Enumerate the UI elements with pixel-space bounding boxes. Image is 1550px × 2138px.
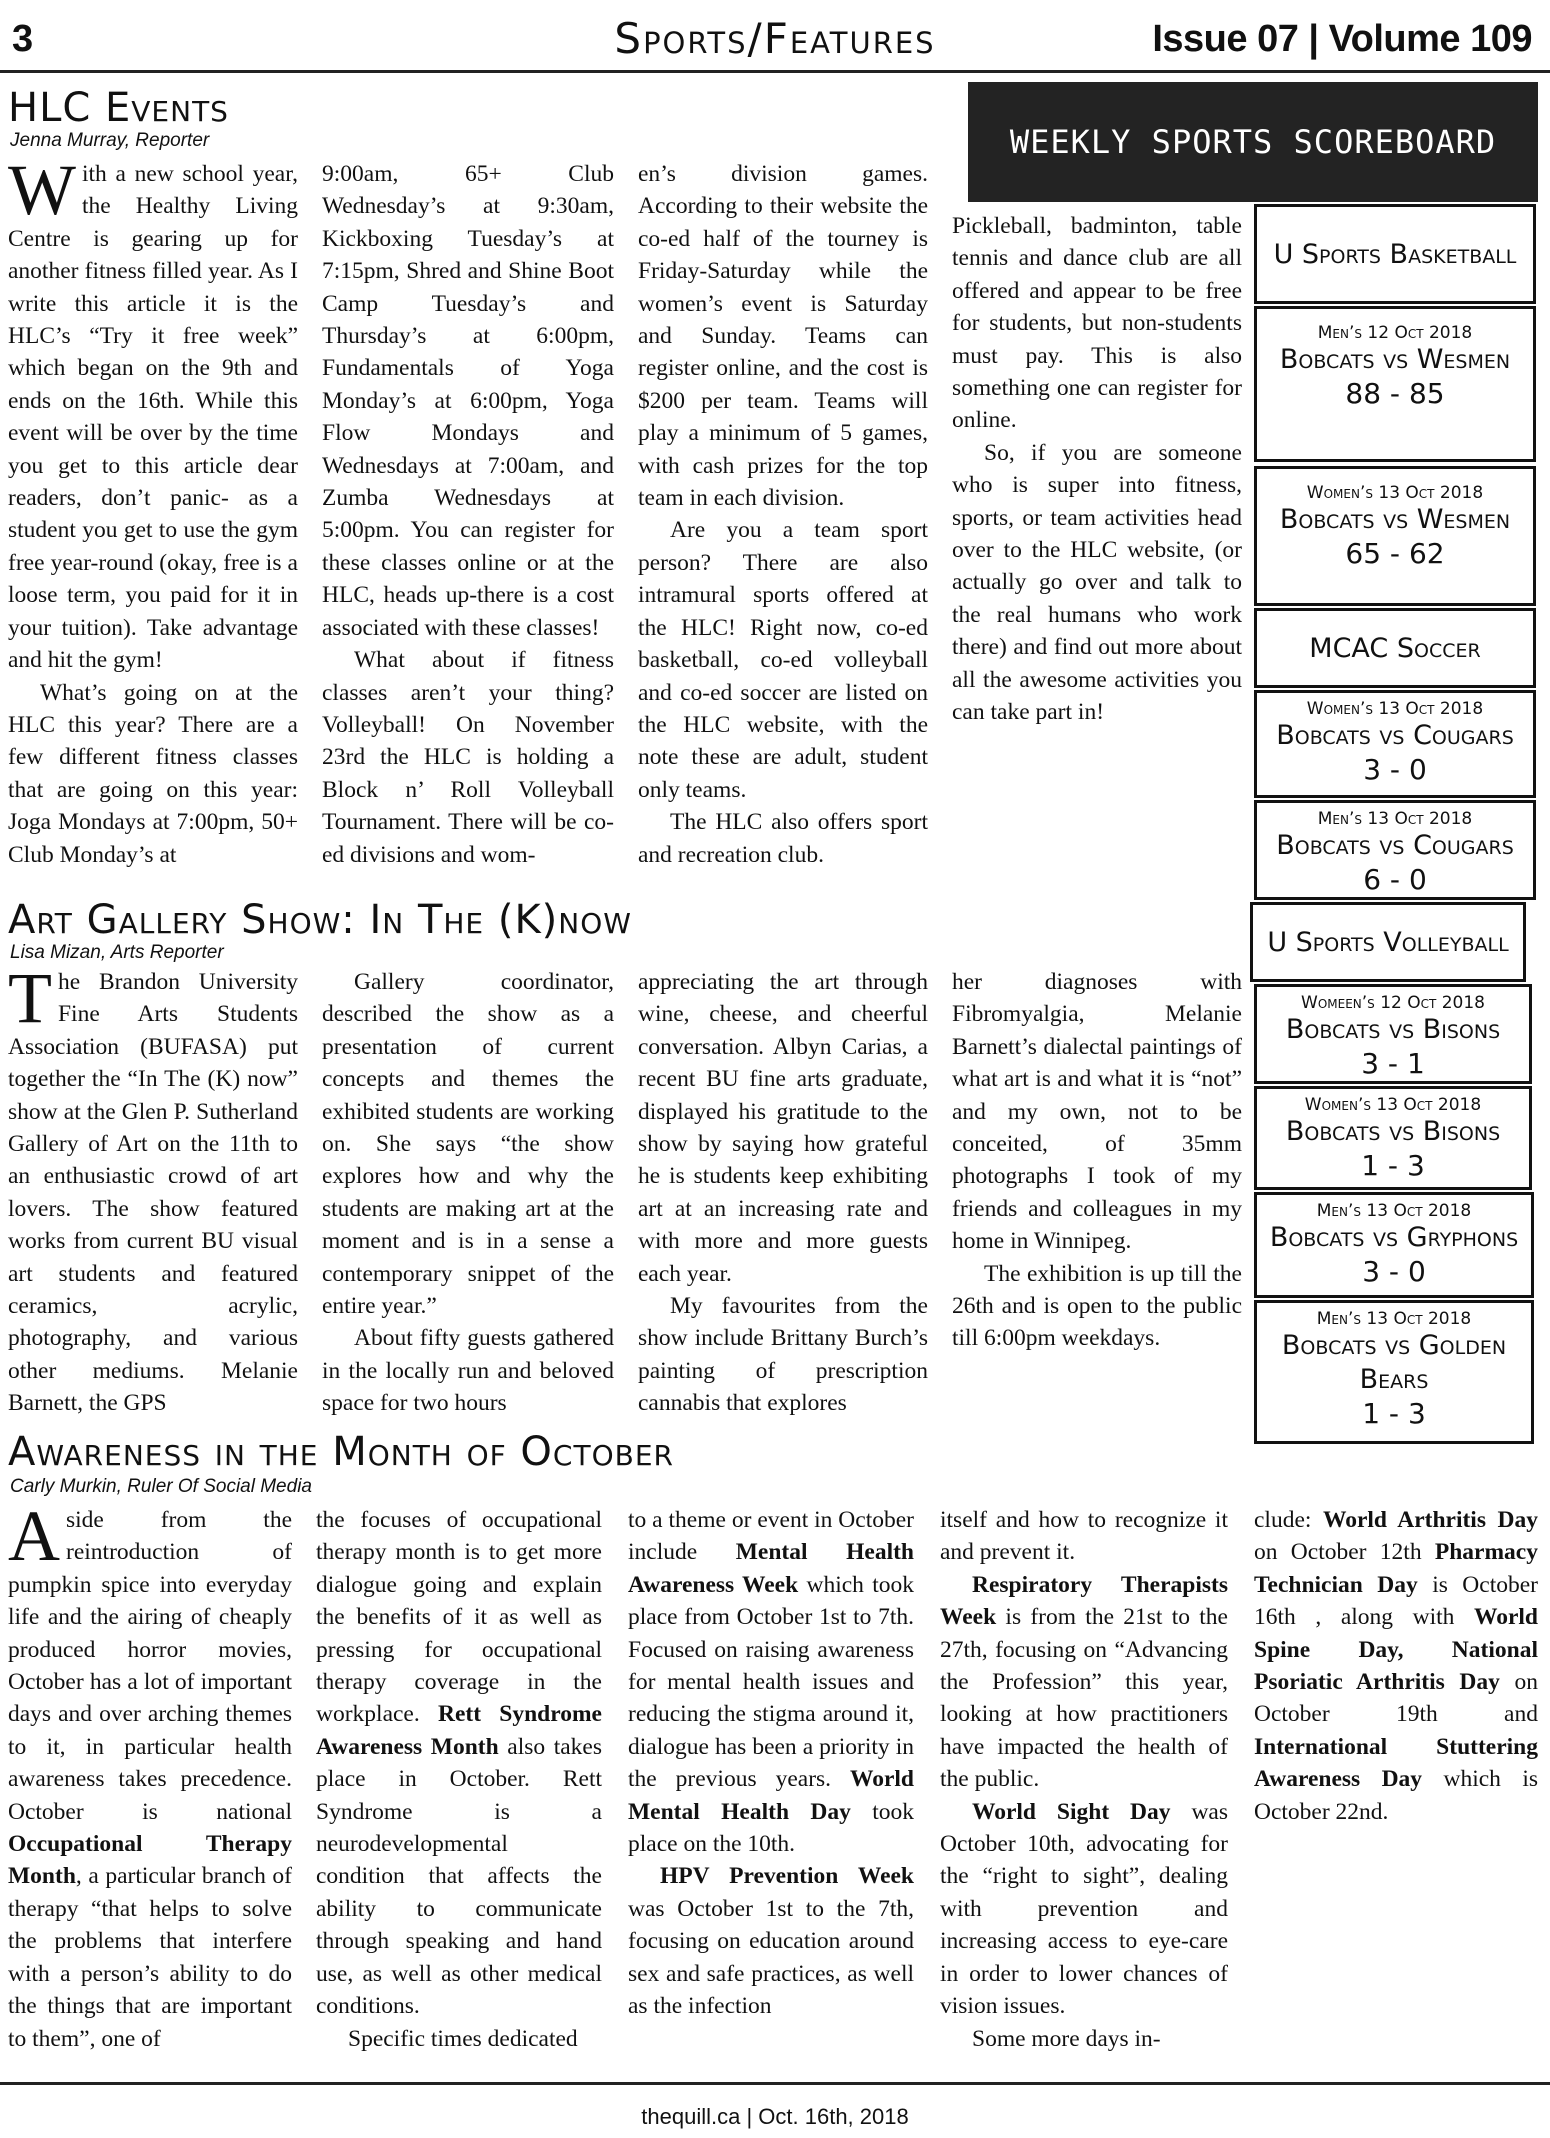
- byline-hlc: Jenna Murray, Reporter: [10, 130, 210, 151]
- game-card: [1254, 1192, 1534, 1298]
- game-date: Men’s 13 Oct 2018: [1316, 1201, 1472, 1221]
- column-text: [1254, 1504, 1538, 1828]
- game-score: 6 - 0: [1363, 863, 1427, 896]
- game-teams: Bobcats vs Gryphons: [1269, 1222, 1519, 1253]
- art-column-2: [322, 966, 614, 1416]
- paragraph: So, if you are someone who is super into fitness, sports, or team activities head over to the HLC website, (or actually go over and talk to the real humans who work there) and find out more about all the awesome activities you can take part in!: [952, 439, 1242, 726]
- column-text: [316, 1504, 602, 2055]
- page-number: 3: [12, 18, 34, 60]
- paragraph: Are you a team sport person? There are also intramural sports offered at the HLC! Right now, co-ed basketball, co-ed volleyball and co-ed soccer are listed on the HLC website, with the note these are adult, student only teams.: [638, 517, 928, 803]
- game-teams: Bobcats vs Wesmen: [1279, 344, 1511, 375]
- awareness-column-2: [316, 1504, 602, 2084]
- column-text: [628, 1504, 914, 2023]
- column-text: [940, 1504, 1228, 2055]
- awareness-column-3: [628, 1504, 914, 2084]
- paragraph: clude: World Arthritis Day on October 12th Pharmacy Technician Day is October 16th , along with World Spine Day, National Psoriatic Arthritis Day on October 19th and International Stuttering Awareness Day which is October 22nd.: [1254, 1507, 1538, 1825]
- dropcap: W: [8, 158, 76, 230]
- paragraph: Pickleball, badminton, table tennis and dance club are all offered and appear to be free for students, but non-students must pay. This is also something one can register for online.: [952, 213, 1242, 434]
- paragraph: World Sight Day was October 10th, advocating for the “right to sight”, dealing with prevention and increasing access to eye-care in order to lower chances of vision issues.: [940, 1798, 1228, 2020]
- paragraph: What’s going on at the HLC this year? There are a few different fitness classes that are going on this year: Joga Mondays at 7:00pm, 50+ Club Monday’s at: [8, 679, 298, 868]
- category-basketball: U Sports Basketball: [1254, 204, 1536, 304]
- paragraph: Respiratory Therapists Week is from the 21st to the 27th, focusing on “Advancing the Profession” this year, looking at how practitioners have impacted the health of the public.: [940, 1571, 1228, 1793]
- game-teams: Bobcats vs Bisons: [1285, 1116, 1501, 1147]
- paragraph: he Brandon University Fine Arts Students Association (BUFASA) put together the “In The (K) now” show at the Glen P. Sutherland Gallery of Art on the 11th to an enthusiastic crowd of art lovers. The show featured works from current BU visual art students and featured ceramics, acrylic, photography, and various other mediums. Melanie Barnett, the GPS: [8, 969, 298, 1416]
- paragraph: to a theme or event in October include Mental Health Awareness Week which took place from October 1st to 7th. Focused on raising awareness for mental health issues and reducing the stigma around it, dialogue has been a priority in the previous years. World Mental Health Day took place on the 10th.: [628, 1507, 914, 1858]
- game-teams: Bobcats vs Cougars: [1276, 720, 1514, 751]
- paragraph: itself and how to recognize it and prevent it.: [940, 1507, 1228, 1566]
- paragraph: My favourites from the show include Brittany Burch’s painting of prescription cannabis that explores: [638, 1293, 928, 1416]
- game-date: Women’s 13 Oct 2018: [1304, 1095, 1482, 1115]
- game-card: [1254, 690, 1536, 798]
- game-score: 1 - 3: [1362, 1397, 1426, 1430]
- paragraph: en’s division games. According to their website the co-ed half of the tourney is Friday-Saturday while the women’s event is Saturday and Sunday. Teams can register online, and the cost is $200 per team. Teams will play a minimum of 5 games, with cash prizes for the top team in each division.: [638, 161, 928, 512]
- footer-rule: [0, 2082, 1550, 2085]
- paragraph: side from the reintroduction of pumpkin spice into everyday life and the airing of cheaply produced horror movies, October has a lot of important days and over arching themes to it, in particular health awareness takes precedence. October is national Occupational Therapy Month, a particular branch of therapy “that helps to solve the problems that interfere with a person’s ability to do the things that are important to them”, one of: [8, 1507, 292, 2052]
- paragraph: Gallery coordinator, described the show as a presentation of current concepts and themes the exhibited students are working on. She says “the show explores how and why the students are making art at the moment and is in a sense a contemporary snippet of the entire year.”: [322, 969, 614, 1320]
- section-title: Sports/Features: [614, 14, 936, 63]
- paragraph: Specific times dedicated: [348, 2025, 578, 2052]
- game-card: [1254, 1086, 1532, 1190]
- article-title-hlc: HLC Events: [8, 85, 229, 131]
- game-card: [1254, 466, 1536, 606]
- game-date: Men’s 12 Oct 2018: [1317, 323, 1473, 343]
- game-date: Men’s 13 Oct 2018: [1316, 1309, 1472, 1329]
- article-title-awareness: Awareness in the Month of October: [8, 1429, 674, 1475]
- game-date: Women’s 13 Oct 2018: [1306, 699, 1484, 719]
- art-column-1: [8, 966, 298, 1416]
- paragraph: appreciating the art through wine, cheese, and cheerful conversation. Albyn Carias, a recent BU fine arts graduate, displayed his gratitude to the show by saying how grateful he is students keep exhibiting art at an increasing rate and with more and more guests each year.: [638, 969, 928, 1287]
- article-title-art: Art Gallery Show: In The (K)now: [8, 897, 632, 943]
- game-date: Women’s 13 Oct 2018: [1306, 483, 1484, 503]
- footer-text: thequill.ca | Oct. 16th, 2018: [641, 2104, 909, 2129]
- hlc-column-4: [952, 210, 1242, 770]
- category-soccer: MCAC Soccer: [1254, 608, 1536, 688]
- paragraph: her diagnoses with Fibromyalgia, Melanie Barnett’s dialectal paintings of what art is and what it is “not” and my own, not to be conceited, of 35mm photographs I took of my friends and colleagues in my home in Winnipeg.: [952, 969, 1242, 1255]
- paragraph: the focuses of occupational therapy month is to get more dialogue going and explain the benefits of it as well as pressing for occupational therapy coverage in the workplace. Rett Syndrome Awareness Month also takes place in October. Rett Syndrome is a neurodevelopmental condition that affects the ability to communicate through speaking and hand use, as well as other medical conditions.: [316, 1507, 602, 2020]
- paragraph: About fifty guests gathered in the locally run and beloved space for two hours: [322, 1325, 614, 1416]
- game-score: 65 - 62: [1345, 537, 1445, 570]
- hlc-column-2: [322, 158, 614, 878]
- game-teams: Bobcats vs Bisons: [1285, 1014, 1501, 1045]
- game-date: Womeen’s 12 Oct 2018: [1301, 993, 1485, 1013]
- category-volleyball: U Sports Volleyball: [1250, 902, 1526, 982]
- paragraph: The HLC also offers sport and recreation club.: [638, 809, 928, 868]
- paragraph: Some more days in-: [972, 2025, 1161, 2052]
- game-teams: Bobcats vs Golden Bears: [1281, 1330, 1507, 1395]
- paragraph: 9:00am, 65+ Club Wednesday’s at 9:30am, Kickboxing Tuesday’s at 7:15pm, Shred and Shine Boot Camp Tuesday’s and Thursday’s at 6:00pm, Fundamentals of Yoga Monday’s at 6:00pm, Yoga Flow Mondays and Wednesdays at 7:00am, and Zumba Wednesdays at 5:00pm. You can register for these classes online or at the HLC, heads up-there is a cost associated with these classes!: [322, 161, 614, 641]
- paragraph: ith a new school year, the Healthy Living Centre is gearing up for another fitness filled year. As I write this article it is the HLC’s “Try it free week” which began on the 9th and ends on the 16th. While this event will be over by the time you get to this article dear readers, don’t panic- as a student you get to use the gym free year-round (okay, free is a loose term, you paid for it in your tuition). Take advantage and hit the gym!: [8, 161, 298, 674]
- game-score: 3 - 0: [1363, 753, 1427, 786]
- paragraph: The exhibition is up till the 26th and is open to the public till 6:00pm weekdays.: [952, 1260, 1242, 1352]
- header-rule: [0, 70, 1550, 73]
- game-card: [1254, 984, 1532, 1084]
- game-card: [1254, 306, 1536, 462]
- game-date: Men’s 13 Oct 2018: [1317, 809, 1473, 829]
- awareness-column-5: [1254, 1504, 1538, 2084]
- game-score: 1 - 3: [1361, 1149, 1425, 1182]
- art-column-3: [638, 966, 928, 1416]
- awareness-column-4: [940, 1504, 1228, 2084]
- game-card: [1254, 800, 1536, 900]
- game-teams: Bobcats vs Cougars: [1276, 830, 1514, 861]
- game-score: 88 - 85: [1345, 377, 1445, 410]
- awareness-column-1: [8, 1504, 292, 2084]
- paragraph: HPV Prevention Week was October 1st to the 7th, focusing on education around sex and safe practices, as well as the infection: [628, 1863, 914, 2020]
- game-score: 3 - 0: [1362, 1255, 1426, 1288]
- byline-art: Lisa Mizan, Arts Reporter: [10, 942, 224, 963]
- scoreboard-header: WEEKLY SPORTS SCOREBOARD: [968, 82, 1538, 202]
- game-teams: Bobcats vs Wesmen: [1279, 504, 1511, 535]
- dropcap: A: [8, 1504, 60, 1576]
- art-column-4: [952, 966, 1242, 1416]
- hlc-column-1: [8, 158, 298, 878]
- game-card: [1254, 1300, 1534, 1444]
- byline-awareness: Carly Murkin, Ruler Of Social Media: [10, 1476, 312, 1497]
- game-score: 3 - 1: [1361, 1047, 1425, 1080]
- issue-volume: Issue 07 | Volume 109: [1152, 18, 1532, 60]
- paragraph: What about if fitness classes aren’t your thing? Volleyball! On November 23rd the HLC is holding a Block n’ Roll Volleyball Tournament. There will be co-ed divisions and wom-: [322, 647, 614, 868]
- dropcap: T: [8, 966, 52, 1038]
- hlc-column-3: [638, 158, 928, 878]
